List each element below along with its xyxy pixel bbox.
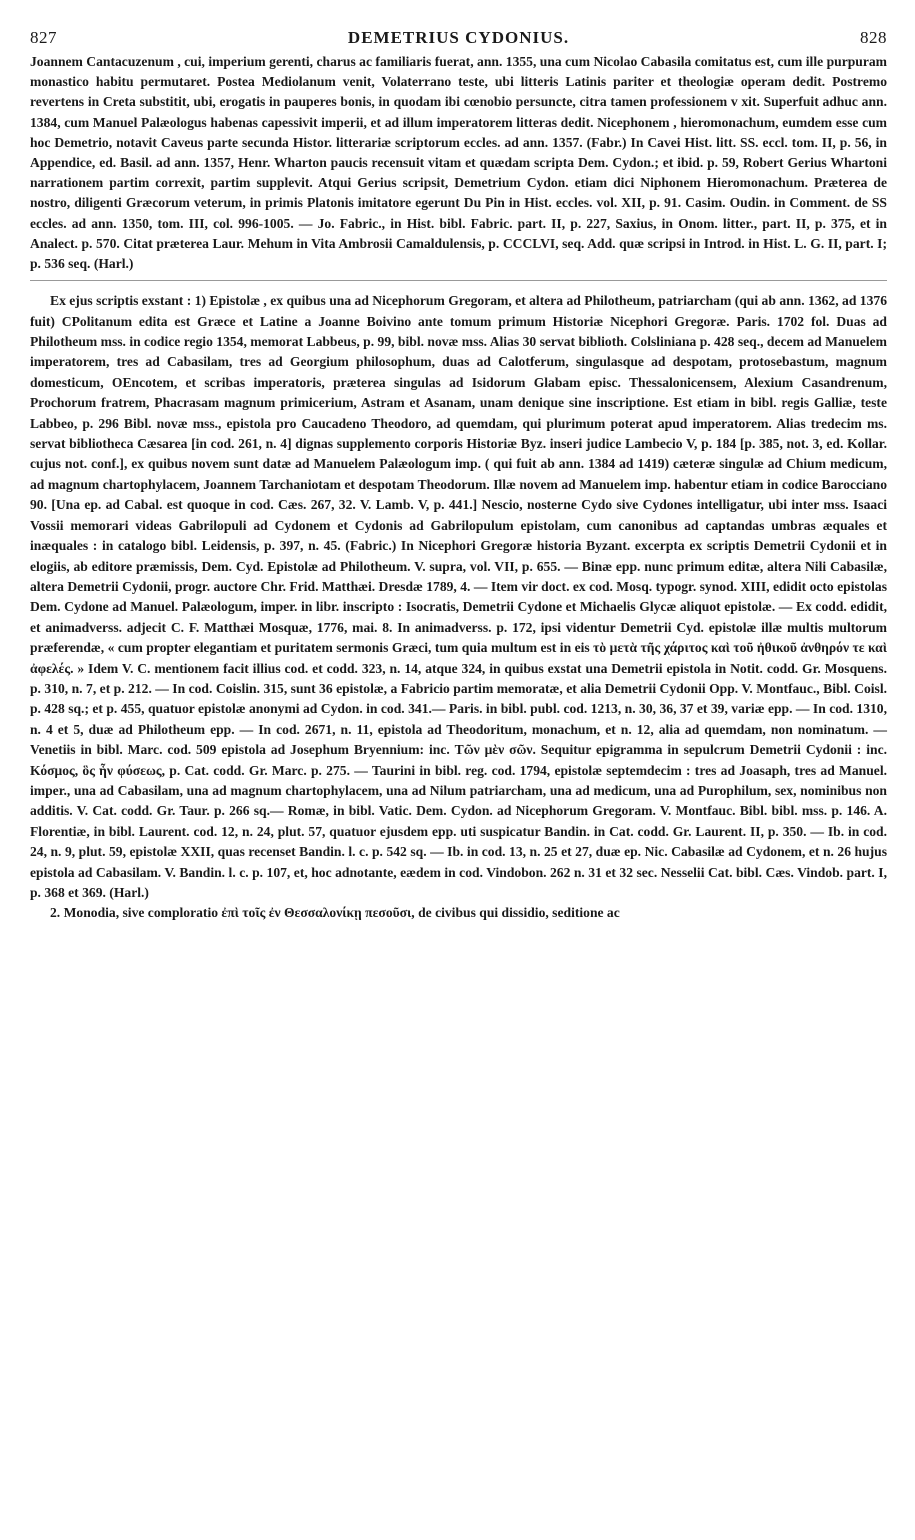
- page-number-left: 827: [30, 28, 57, 47]
- running-head: [30, 28, 887, 52]
- biographical-note: [30, 52, 887, 281]
- main-text: [30, 291, 887, 924]
- note-paragraph: Joannem Cantacuzenum , cui, imperium gerenti, charus ac familiaris fuerat, ann. 1355, una cum Nicolao Cabasila comitatus est, cum ille purpuram monastico habitu permutaret. Postea Mediolanum venit, Volaterrano teste, ubi litteris Latinis pariter et theologiæ operam dedit. Postremo revertens in Creta substitit, ubi, erogatis in pauperes bonis, in quodam ibi cœnobio persuncte, citra tamen professionem v xit. Superfuit adhuc ann. 1384, cum Manuel Palæologus habenas capessivit imperii, et ad illum imperatorem litteras dedit. Nicephonem , hieromonachum, eumdem esse cum hoc Demetrio, notavit Caveus parte secunda Histor. litterariæ scriptorum eccles. ad ann. 1357. (Fabr.) In Cavei Hist. litt. SS. eccl. tom. II, p. 56, in Appendice, ed. Basil. ad ann. 1357, Henr. Wharton paucis recensuit vitam et quædam scripta Dem. Cydon.; et ibid. p. 59, Robert Gerius Whartoni narrationem partim correxit, partim supplevit. Atqui Gerius scripsit, Demetrium Cydon. etiam dici Niphonem Hieromonachum. Præterea de nostro, diligenti Græcorum veterum, in primis Platonis imitatore egerunt Du Pin in Hist. eccles. vol. XII, p. 91. Casim. Oudin. in Comment. de SS eccles. ad ann. 1350, tom. III, col. 996-1005. — Jo. Fabric., in Hist. bibl. Fabric. part. II, p. 227, Saxius, in Onom. litter., part. II, p. 375, et in Analect. p. 570. Citat præterea Laur. Mehum in Vita Ambrosii Camaldulensis, p. CCCLVI, seq. Add. quæ scripsi in Introd. in Hist. L. G. II, part. I; p. 536 seq. (Harl.): [30, 54, 887, 272]
- page-number-right: 828: [859, 28, 887, 47]
- page-title: DEMETRIUS CYDONIUS.: [347, 28, 570, 47]
- body-paragraph-1: Ex ejus scriptis exstant : 1) Epistolæ , ex quibus una ad Nicephorum Gregoram, et altera ad Philotheum, patriarcham (qui ab ann. 1362, ad 1376 fuit) CPolitanum edita est Græce et Latine a Joanne Boivino ante tomum primum Historiæ Nicephori Gregoræ. Paris. 1702 fol. Duas ad Philotheum mss. in codice regio 1354, memorat Labbeus, p. 99, bibl. novæ mss. Alias 30 servat biblioth. Colsliniana p. 428 seq., decem ad Manuelem imperatorem, tres ad Cabasilam, tres ad Georgium philosophum, duas ad Calotferum, singulasque ad despotam, protosebastum, magnum domesticum, OEncotem, et scribas imperatoris, præterea singulas ad Isidorum Glabam episc. Thessalonicensem, Alexium Casandrenum, Prochorum fratrem, Phacrasam magnum primicerium, Astram et Asanam, unam denique sine inscriptione. Est etiam in bibl. regis Galliæ, teste Labbeo, p. 296 Bibl. novæ mss., epistola pro Caucadeno Theodoro, ad quemdam, qui plurimum poterat apud imperatorem. Alias tredecim ms. servat bibliotheca Cæsarea [in cod. 261, n. 4] dignas supplemento corporis Historiæ Byz. inseri judice Lambecio V, p. 184 [p. 385, not. 3, ed. Kollar. cujus not. conf.], ex quibus novem sunt datæ ad Manuelem Palæologum imp. ( qui fuit ab ann. 1384 ad 1419) cæteræ singulæ ad Chium medicum, ad magnum chartophylacem, Joannem Tarchaniotam et despotam Theodorum. Illæ novem ad Manuelem imp. habentur etiam in codice Barocciano 90. [Una ep. ad Cabal. est quoque in cod. Cæs. 267, 32. V. Lamb. V, p. 441.] Nescio, nosterne Cydo sive Cydones intelligatur, ubi inter mss. Isaaci Vossii memorari videas Gabrilopuli ad Cydonem et Cydonis ad Gabrilopulum epistolam, cum canonibus ad captandas umbras æquales et inæquales : in catalogo bibl. Leidensis, p. 397, n. 45. (Fabric.) In Nicephori Gregoræ historia Byzant. excerpta ex scriptis Demetrii Cydonii et in elogiis, ab editore præmissis, Dem. Cyd. Epistolæ ad Philotheum. V. supra, vol. VII, p. 655. — Binæ epp. nunc primum editæ, altera Nili Cabasilæ, altera Demetrii Cydonii, progr. auctore Chr. Frid. Matthæi. Dresdæ 1789, 4. — Item vir doct. ex cod. Mosq. typogr. synod. XIII, edidit octo epistolas Dem. Cydone ad Manuel. Palæologum, imper. in libr. inscripto : Isocratis, Demetrii Cydone et Michaelis Glycæ aliquot epistolæ. — Ex codd. edidit, et animadverss. adjecit C. F. Matthæi Mosquæ, 1776, mai. 8. In animadverss. p. 172, ipsi videntur Demetrii Cyd. epistolæ illæ multis multorum præferendæ, « cum propter elegantiam et puritatem sermonis Græci, tum quia multum est in eis τὸ μετὰ τῆς χάριτος καὶ τοῦ ἠθικοῦ ἀνθηρόν τε καὶ ἀφελές. » Idem V. C. mentionem facit illius cod. et codd. 323, n. 14, atque 324, in quibus exstat una Demetrii epistola in Notit. codd. Gr. Mosquens. p. 310, n. 7, et p. 212. — In cod. Coislin. 315, sunt 36 epistolæ, a Fabricio partim memoratæ, et alia Demetrii Cydonii Opp. V. Montfauc., Bibl. Coisl. p. 428 sq.; et p. 455, quatuor epistolæ anonymi ad Cydon. in cod. 341.— Paris. in bibl. publ. cod. 1213, n. 30, 36, 37 et 39, variæ epp. — In cod. 1310, n. 4 et 5, duæ ad Philotheum epp. — In cod. 2671, n. 11, epistola ad Theodoritum, monachum, et n. 12, alia ad quemdam, non nominatum. — Venetiis in bibl. Marc. cod. 509 epistola ad Josephum Bryennium: inc. Τῶν μὲν σῶν. Sequitur epigramma in sepulcrum Demetrii Cydonii : inc. Κόσμος, ὃς ἦν φύσεως, p. Cat. codd. Gr. Marc. p. 275. — Taurini in bibl. reg. cod. 1794, epistolæ septemdecim : tres ad Joasaph, tres ad Manuel. imper., una ad Cabasilam, una ad magnum chartophylacem, una ad Nilum patriarcham, una ad medicum, una ad Purophilum, sex, nominibus non additis. V. Cat. codd. Gr. Taur. p. 266 sq.— Romæ, in bibl. Vatic. Dem. Cydon. ad Nicephorum Gregoram. V. Montfauc. Bibl. bibl. mss. p. 146. A. Florentiæ, in bibl. Laurent. cod. 12, n. 24, plut. 57, quatuor ejusdem epp. uti suspicatur Bandin. in Cat. codd. Gr. Laurent. II, p. 350. — Ib. in cod. 24, n. 9, plut. 59, epistolæ XXII, quas recenset Bandin. l. c. p. 542 sq. — Ib. in cod. 13, n. 25 et 27, duæ ep. Nic. Cabasilæ ad Cydonem, et n. 26 hujus epistola ad Cabasilam. V. Bandin. l. c. p. 107, et, hoc adnotante, eædem in cod. Vindobon. 262 n. 31 et 32 sec. Nesselii Cat. bibl. Cæs. Vindob. part. I, p. 368 et 369. (Harl.): [30, 293, 887, 901]
- body-paragraph-2: 2. Monodia, sive comploratio ἐπὶ τοῖς ἐν Θεσσαλονίκῃ πεσοῦσι, de civibus qui dissidio, seditione ac: [50, 905, 620, 921]
